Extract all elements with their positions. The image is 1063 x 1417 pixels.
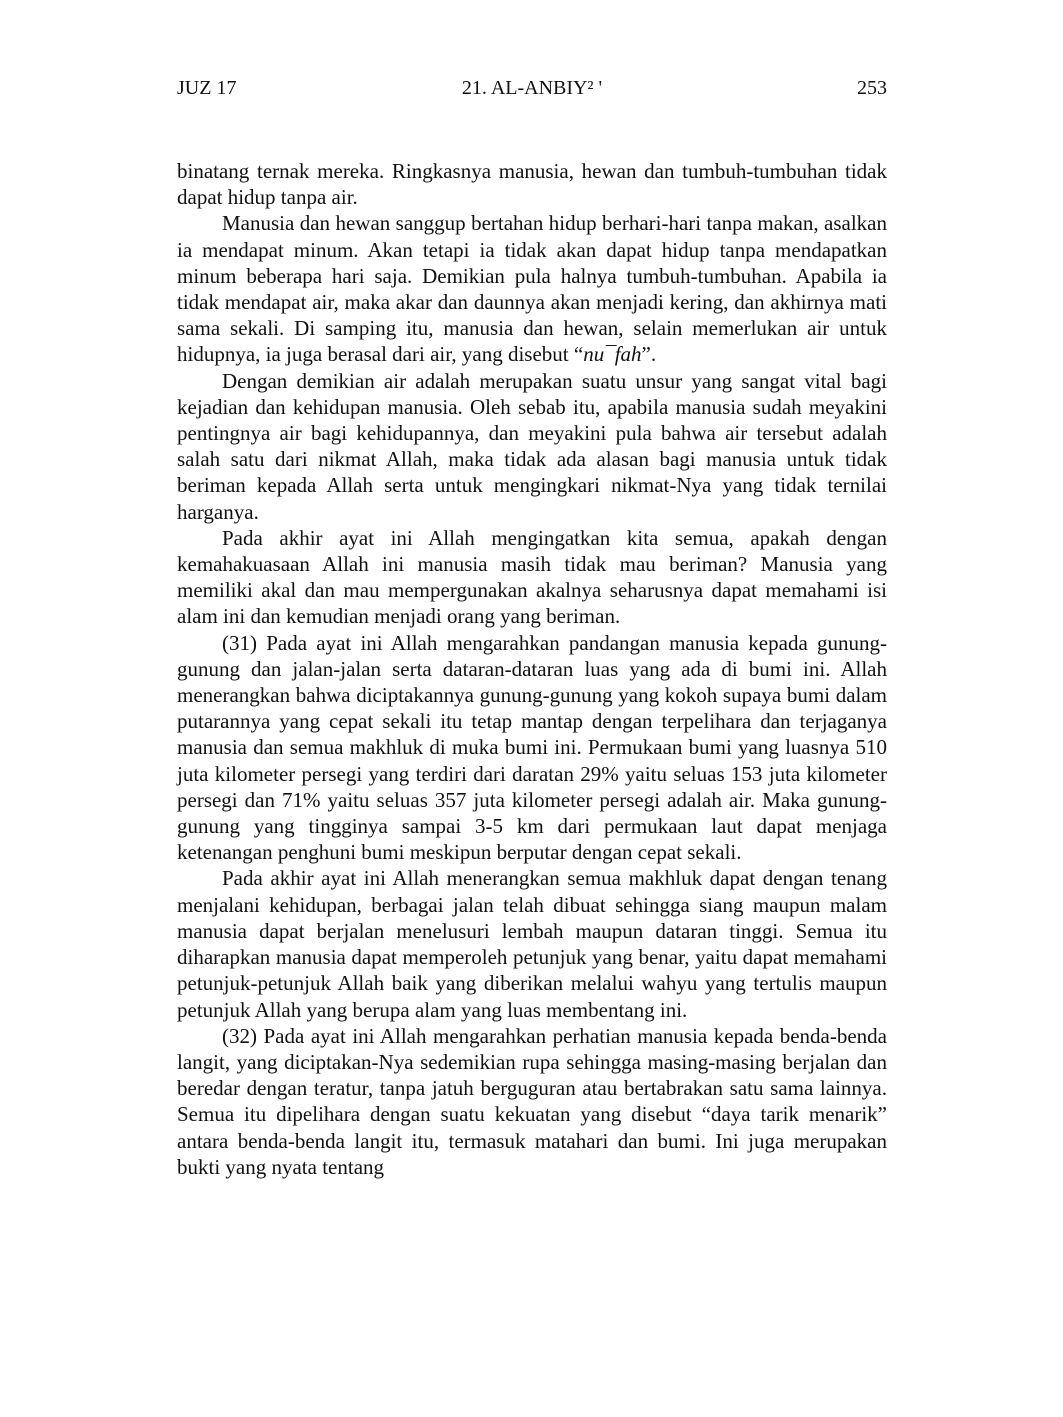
juz-label: JUZ 17 <box>177 77 237 99</box>
page-body <box>177 158 887 1180</box>
paragraph-continuation: binatang ternak mereka. Ringkasnya manusia, hewan dan tumbuh-tumbuhan tidak dapat hidup tanpa air. <box>177 159 887 210</box>
page-header <box>177 74 887 102</box>
paragraph-end-of-verse-31: Pada akhir ayat ini Allah menerangkan semua makhluk dapat dengan tenang menjalani kehidupan, berbagai jalan telah dibuat sehingga siang maupun malam manusia dapat berjalan menelusuri lembah maupun dataran tinggi. Semua itu diharapkan manusia dapat memperoleh petunjuk yang benar, yaitu dapat memahami petunjuk-petunjuk Allah baik yang diberikan melalui wahyu yang tertulis maupun petunjuk Allah yang berupa alam yang luas membentang ini. <box>177 866 887 1022</box>
italic-term: nu¯fah <box>583 342 642 367</box>
paragraph-end-of-verse-30: Pada akhir ayat ini Allah mengingatkan kita semua, apakah dengan kemahakuasaan Allah ini manusia masih tidak mau beriman? Manusia yang memiliki akal dan mau mempergunakan akalnya seharusnya dapat memahami isi alam ini dan kemudian menjadi orang yang beriman. <box>177 525 887 629</box>
page-number: 253 <box>857 77 887 99</box>
paragraph-verse-31: (31) Pada ayat ini Allah mengarahkan pandangan manusia kepada gunung-gunung dan jalan-jalan serta dataran-dataran luas yang ada di bumi ini. Allah menerangkan bahwa diciptakannya gunung-gunung yang kokoh supaya bumi dalam putarannya yang cepat sekali itu tetap mantap dengan terpelihara dan terjaganya manusia dan semua makhluk di muka bumi ini. Permukaan bumi yang luasnya 510 juta kilometer persegi yang terdiri dari daratan 29% yaitu seluas 153 juta kilometer persegi dan 71% yaitu seluas 357 juta kilometer persegi adalah air. Maka gunung-gunung yang tingginya sampai 3-5 km dari permukaan laut dapat menjaga ketenangan penghuni bumi meskipun berputar dengan cepat sekali. <box>177 630 887 865</box>
surah-title: 21. AL-ANBIY² ' <box>461 77 603 99</box>
paragraph-verse-32: (32) Pada ayat ini Allah mengarahkan perhatian manusia kepada benda-benda langit, yang diciptakan-Nya sedemikian rupa sehingga masing-masing berjalan dan beredar dengan teratur, tanpa jatuh berguguran atau bertabrakan satu sama lainnya. Semua itu dipelihara dengan suatu kekuatan yang disebut “daya tarik menarik” antara benda-benda langit itu, termasuk matahari dan bumi. Ini juga merupakan bukti yang nyata tentang <box>177 1023 887 1179</box>
paragraph-water-vital: Dengan demikian air adalah merupakan suatu unsur yang sangat vital bagi kejadian dan kehidupan manusia. Oleh sebab itu, apabila manusia sudah meyakini pentingnya air bagi kehidupannya, dan meyakini pula bahwa air tersebut adalah salah satu dari nikmat Allah, maka tidak ada alasan bagi manusia untuk tidak beriman kepada Allah serta untuk mengingkari nikmat-Nya yang tidak ternilai harganya. <box>177 368 887 524</box>
paragraph-text-end: ”. <box>641 342 657 367</box>
paragraph-water-necessity <box>177 210 887 367</box>
paragraph-text: Manusia dan hewan sanggup bertahan hidup berhari-hari tanpa makan, asalkan ia mendapat minum. Akan tetapi ia tidak akan dapat hidup tanpa mendapatkan minum beberapa hari saja. Demikian pula halnya tumbuh-tumbuhan. Apabila ia tidak mendapat air, maka akar dan daunnya akan menjadi kering, dan akhirnya mati sama sekali. Di samping itu, manusia dan hewan, selain memerlukan air untuk hidupnya, ia juga berasal dari air, yang disebut “ <box>177 211 887 367</box>
